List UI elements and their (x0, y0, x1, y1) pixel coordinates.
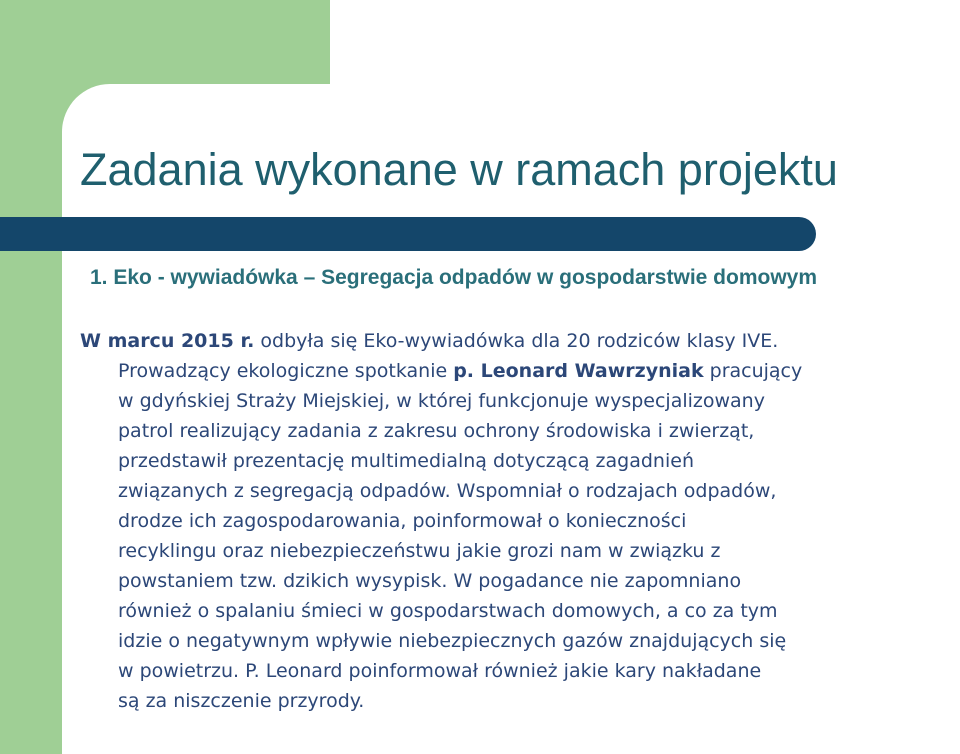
body-text-segment: odbyła się Eko-wywiadówka dla 20 rodziców klasy IVE. (254, 330, 779, 352)
body-line: również o spalaniu śmieci w gospodarstwach domowych, a co za tym (118, 600, 778, 622)
body-line: drodze ich zagospodarowania, poinformował o konieczności (118, 510, 687, 532)
body-text-segment: pracujący (703, 360, 803, 382)
body-line: patrol realizujący zadania z zakresu ochrony środowiska i zwierząt, (118, 420, 755, 442)
body-line: są za niszczenie przyrody. (118, 690, 365, 712)
body-line (80, 356, 940, 386)
body-line: w powietrzu. P. Leonard poinformował również jakie kary nakładane (118, 660, 762, 682)
body-bold-name: p. Leonard Wawrzyniak (453, 360, 704, 382)
body-line: recyklingu oraz niebezpieczeństwu jakie grozi nam w związku z (118, 540, 721, 562)
slide-title: Zadania wykonane w ramach projektu (80, 144, 838, 195)
body-line (80, 326, 940, 356)
body-line: powstaniem tzw. dzikich wysypisk. W pogadance nie zapomniano (118, 570, 742, 592)
slide-subtitle: 1. Eko - wywiadówka – Segregacja odpadów w gospodarstwie domowym (90, 266, 818, 289)
body-text-segment: Prowadzący ekologiczne spotkanie (118, 360, 454, 382)
body-line: związanych z segregacją odpadów. Wspomniał o rodzajach odpadów, (118, 480, 777, 502)
body-bold-date: W marcu 2015 r. (80, 330, 255, 352)
body-line: w gdyńskiej Straży Miejskiej, w której funkcjonuje wyspecjalizowany (118, 390, 765, 412)
body-line: idzie o negatywnym wpływie niebezpiecznych gazów znajdujących się (118, 630, 787, 652)
slide-body-text (80, 326, 940, 716)
body-line: przedstawił prezentację multimedialną dotyczącą zagadnień (118, 450, 694, 472)
title-underline-bar (0, 217, 816, 251)
